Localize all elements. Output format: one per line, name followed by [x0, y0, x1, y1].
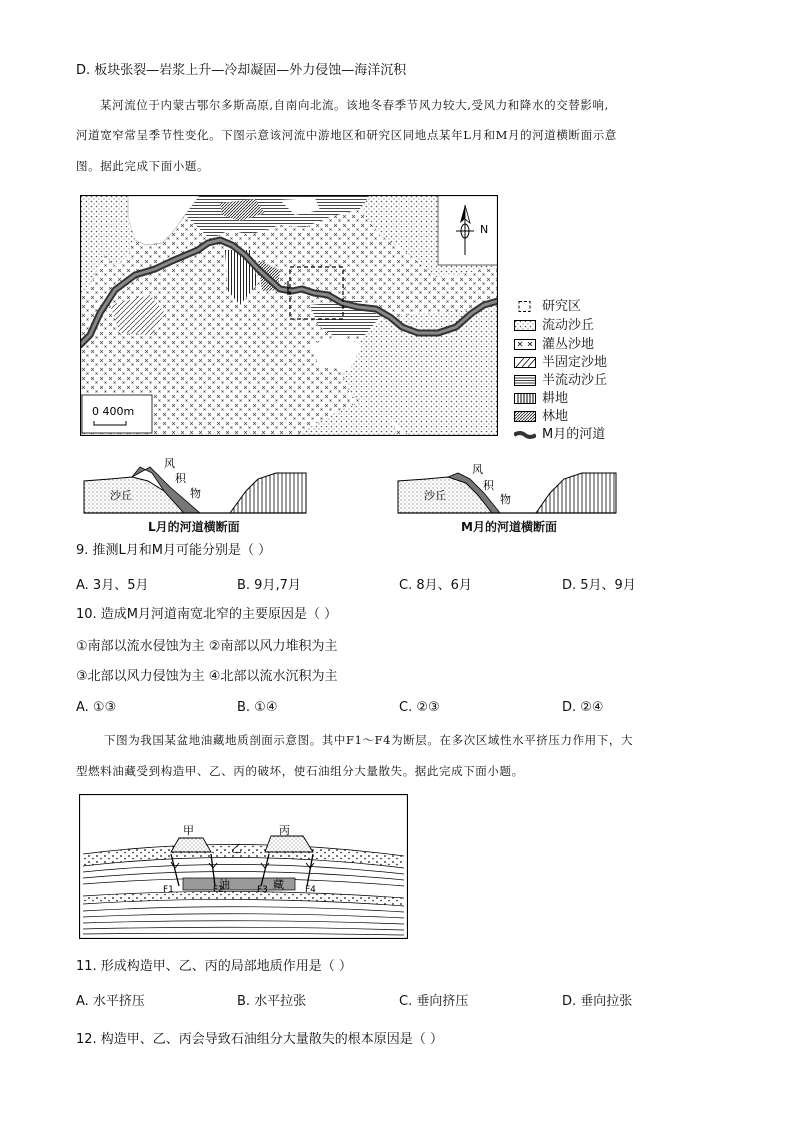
- label-jia: 甲: [183, 824, 194, 837]
- river-icon: [514, 429, 536, 440]
- q11-option-a[interactable]: A. 水平挤压: [76, 994, 145, 1009]
- dense-diagonal-pattern-icon: [514, 411, 536, 422]
- section-l-caption: L月的河道横断面: [148, 520, 240, 534]
- q11-stem: 11. 形成构造甲、乙、丙的局部地质作用是（ ）: [76, 959, 352, 974]
- fault-f3: F3: [257, 885, 268, 895]
- passage1-line-2: 河道宽窄常呈季节性变化。下图示意该河流中游地区和研究区同地点某年L月和M月的河道横断面示意: [76, 128, 617, 142]
- q11-option-b[interactable]: B. 水平拉张: [237, 994, 307, 1009]
- q9-stem: 9. 推测L月和M月可能分别是（ ）: [76, 543, 272, 558]
- q9-option-b[interactable]: B. 9月,7月: [237, 578, 301, 593]
- section-m-month: [396, 455, 618, 515]
- section-m-dune-label: 沙丘: [424, 489, 446, 502]
- dashed-box-icon: [514, 301, 536, 312]
- north-label: N: [480, 223, 489, 236]
- q10-statements-2: ③北部以风力侵蚀为主 ④北部以流水沉积为主: [76, 669, 338, 684]
- passage2-line-2: 型燃料油藏受到构造甲、乙、丙的破坏，使石油组分大量散失。据此完成下面小题。: [76, 764, 524, 778]
- label-cang: 藏: [273, 878, 284, 891]
- fault-f1: F1: [163, 885, 174, 895]
- prev-option-d: D. 板块张裂—岩浆上升—冷却凝固—外力侵蚀—海洋沉积: [76, 63, 407, 78]
- q11-option-c[interactable]: C. 垂向挤压: [399, 994, 469, 1009]
- q10-option-c[interactable]: C. ②③: [399, 700, 440, 715]
- passage1-line-1: 某河流位于内蒙古鄂尔多斯高原,自南向北流。该地冬春季节风力较大,受风力和降水的交替影响,: [100, 98, 609, 112]
- label-yi: 乙: [231, 842, 242, 855]
- section-m-caption: M月的河道横断面: [461, 520, 557, 534]
- dots-pattern-icon: [514, 320, 536, 331]
- fault-f4: F4: [305, 885, 316, 895]
- section-l-wind-1: 风: [164, 457, 175, 470]
- scale-label: 0 400m: [92, 405, 135, 418]
- passage1-line-3: 图。据此完成下面小题。: [76, 159, 210, 173]
- q11-option-d[interactable]: D. 垂向拉张: [562, 994, 633, 1009]
- section-l-dune-label: 沙丘: [110, 489, 132, 502]
- section-m-wind-1: 风: [472, 463, 483, 476]
- q12-stem: 12. 构造甲、乙、丙会导致石油组分大量散失的根本原因是（ ）: [76, 1032, 443, 1047]
- river-land-use-map: [80, 195, 498, 436]
- fault-f2: F2: [213, 885, 224, 895]
- q10-stem: 10. 造成M月河道南宽北窄的主要原因是（ ）: [76, 607, 338, 622]
- horizontal-pattern-icon: [514, 375, 536, 386]
- q10-option-b[interactable]: B. ①④: [237, 700, 278, 715]
- q9-option-a[interactable]: A. 3月、5月: [76, 578, 149, 593]
- q10-option-d[interactable]: D. ②④: [562, 700, 604, 715]
- section-l-wind-2: 积: [175, 472, 186, 485]
- diagonal-pattern-icon: [514, 357, 536, 368]
- section-l-month: [80, 455, 308, 515]
- q9-option-c[interactable]: C. 8月、6月: [399, 578, 472, 593]
- section-m-wind-3: 物: [500, 493, 511, 506]
- cross-pattern-icon: [514, 339, 536, 350]
- label-you: 油: [219, 878, 230, 891]
- q10-statements-1: ①南部以流水侵蚀为主 ②南部以风力堆积为主: [76, 639, 338, 654]
- passage2-line-1: 下图为我国某盆地油藏地质剖面示意图。其中F1～F4为断层。在多次区域性水平挤压力作用下，大: [104, 733, 634, 747]
- vertical-pattern-icon: [514, 393, 536, 404]
- oil-reservoir-section: [79, 794, 408, 939]
- label-bing: 丙: [279, 824, 290, 837]
- section-l-wind-3: 物: [190, 487, 201, 500]
- q10-option-a[interactable]: A. ①③: [76, 700, 117, 715]
- q9-option-d[interactable]: D. 5月、9月: [562, 578, 636, 593]
- section-m-wind-2: 积: [483, 479, 494, 492]
